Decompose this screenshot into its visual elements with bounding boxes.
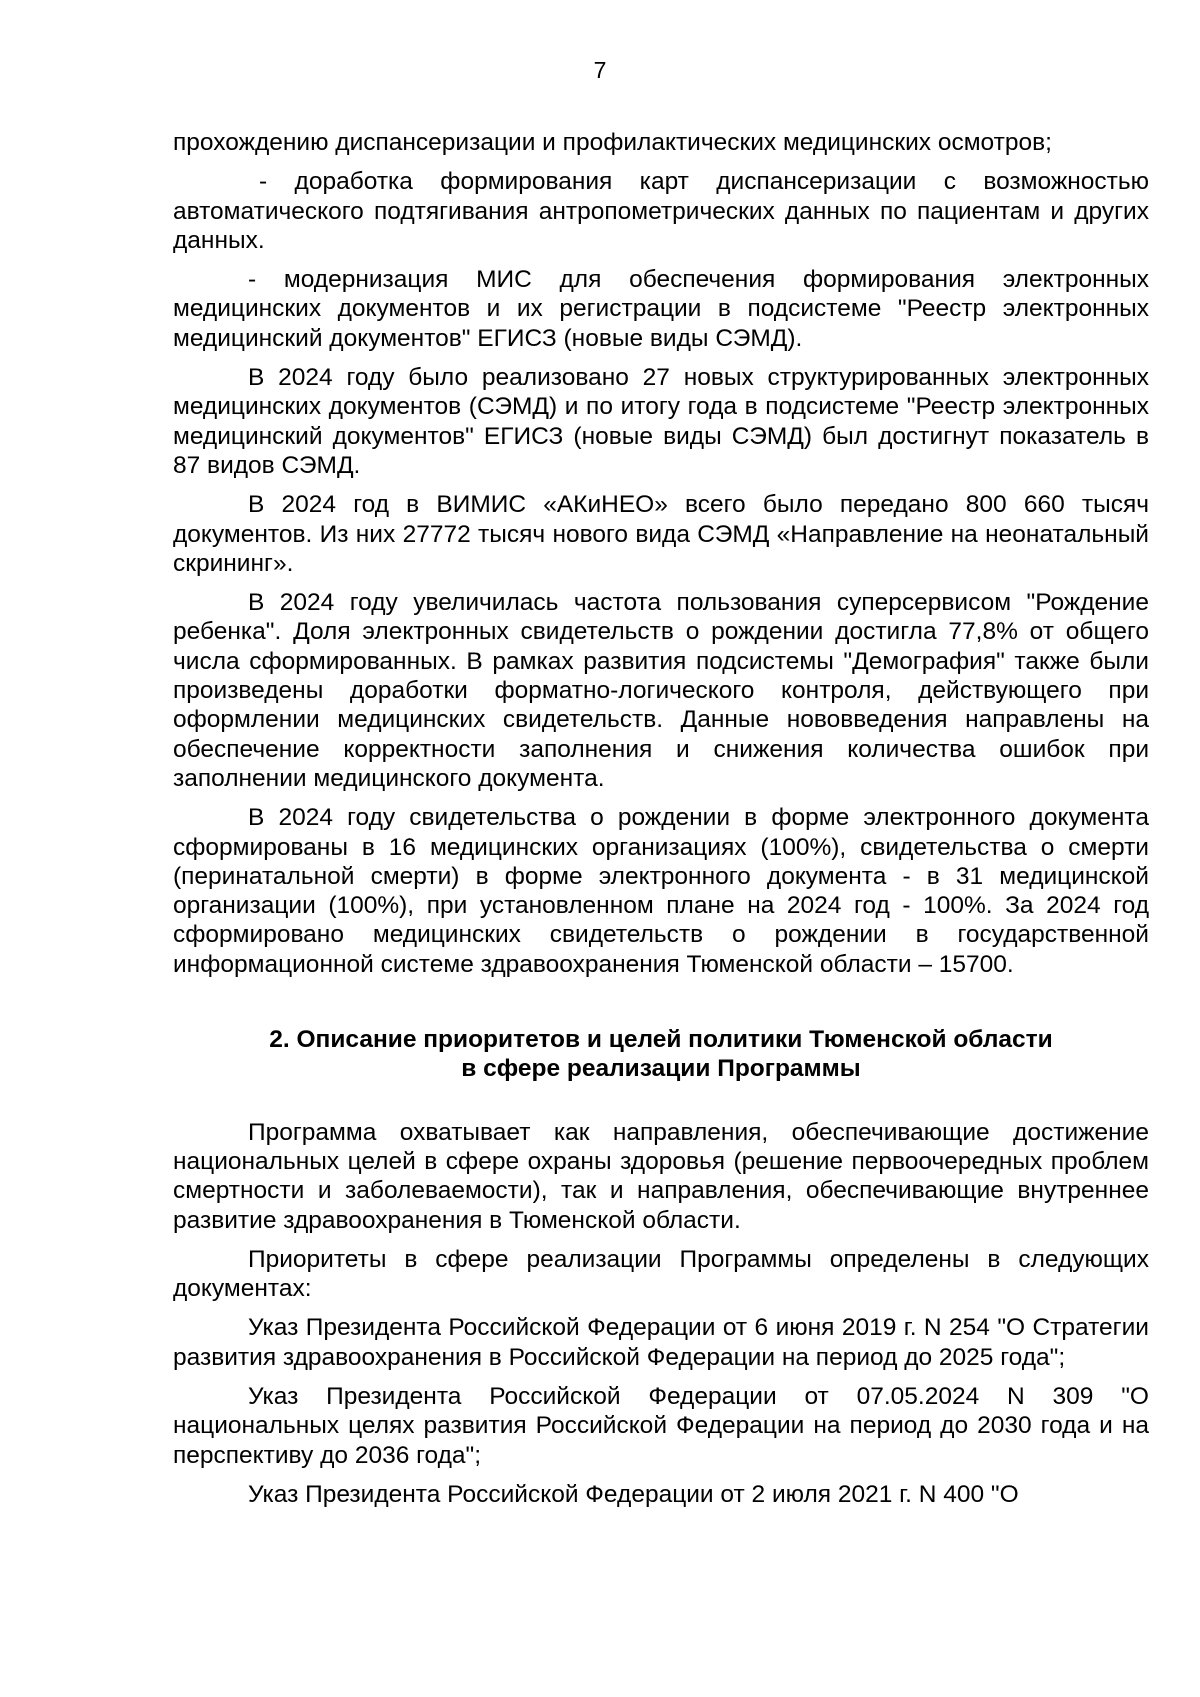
paragraph: - модернизация МИС для обеспечения формирования электронных медицинских документов и их регистрации в подсистеме "Реестр электронных медицинский документов" ЕГИСЗ (новые виды СЭМД). (173, 266, 1149, 352)
section-heading-line: в сфере реализации Программы (461, 1055, 861, 1083)
section-heading-line: 2. Описание приоритетов и целей политики Тюменской области (269, 1026, 1053, 1054)
page-number: 7 (593, 57, 607, 83)
paragraph: Указ Президента Российской Федерации от 6 июня 2019 г. N 254 "О Стратегии развития здравоохранения в Российской Федерации на период до 2025 года"; (173, 1314, 1149, 1371)
paragraph: В 2024 год в ВИМИС «АКиНЕО» всего было передано 800 660 тысяч документов. Из них 27772 тысяч нового вида СЭМД «Направление на неонатальный скрининг». (173, 491, 1149, 577)
paragraph: прохождению диспансеризации и профилактических медицинских осмотров; (173, 129, 1052, 156)
paragraph: Программа охватывает как направления, обеспечивающие достижение национальных целей в сфере охраны здоровья (решение первоочередных проблем смертности и заболеваемости), так и направления, обеспечивающие внутреннее развитие здравоохранения в Тюменской области. (173, 1118, 1149, 1234)
paragraph: Указ Президента Российской Федерации от 2 июля 2021 г. N 400 "О (248, 1480, 1019, 1508)
paragraph: - доработка формирования карт диспансеризации с возможностью автоматического подтягивания антропометрических данных по пациентам и других данных. (173, 168, 1149, 254)
paragraph: В 2024 году увеличилась частота пользования суперсервисом "Рождение ребенка". Доля электронных свидетельств о рождении достигла 77,8% от общего числа сформированных. В рамках развития подсистемы "Демография" также были произведены доработки форматно-логического контроля, действующего при оформлении медицинских свидетельств. Данные нововведения направлены на обеспечение корректности заполнения и снижения количества ошибок при заполнении медицинского документа. (173, 589, 1149, 792)
paragraph: В 2024 году свидетельства о рождении в форме электронного документа сформированы в 16 медицинских организациях (100%), свидетельства о смерти (перинатальной смерти) в форме электронного документа - в 31 медицинской организации (100%), при установленном плане на 2024 год - 100%. За 2024 год сформировано медицинских свидетельств о рождении в государственной информационной системе здравоохранения Тюменской области – 15700. (173, 804, 1149, 978)
paragraph: Указ Президента Российской Федерации от 07.05.2024 N 309 "О национальных целях развития Российской Федерации на период до 2030 года и на перспективу до 2036 года"; (173, 1382, 1149, 1469)
paragraph: Приоритеты в сфере реализации Программы определены в следующих документах: (173, 1245, 1149, 1303)
document-body (173, 128, 1149, 1519)
section-heading (173, 1025, 1149, 1084)
paragraph: В 2024 году было реализовано 27 новых структурированных электронных медицинских документов (СЭМД) и по итогу года в подсистеме "Реестр электронных медицинский документов" ЕГИСЗ (новые виды СЭМД) был достигнут показатель в 87 видов СЭМД. (173, 364, 1149, 479)
